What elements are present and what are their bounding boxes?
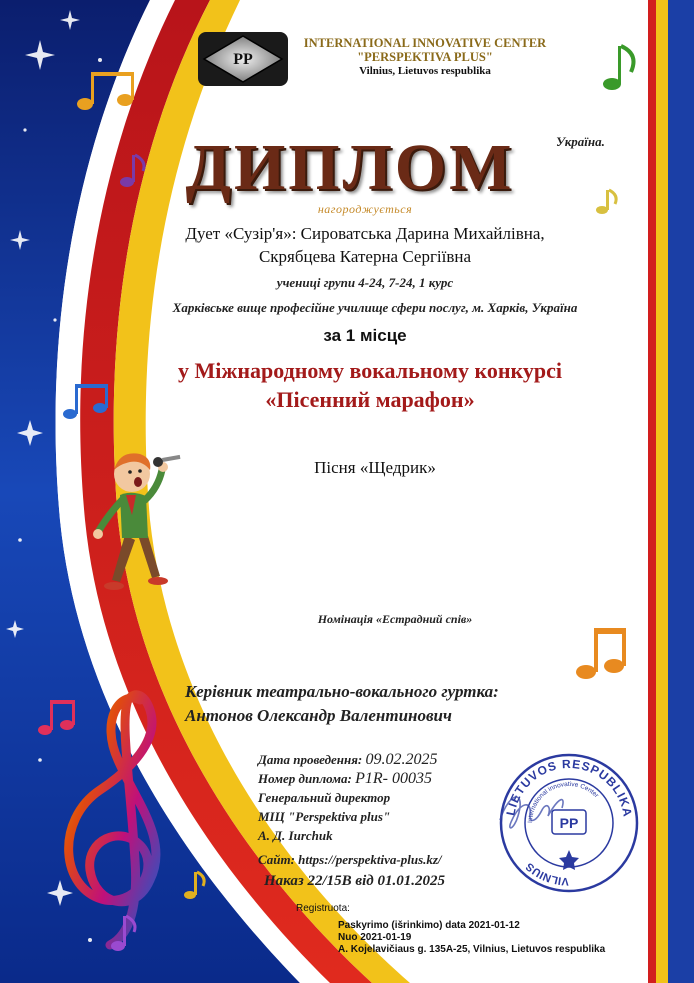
awarded-label: нагороджується: [317, 202, 413, 216]
diploma-title: ДИПЛОМ: [185, 131, 515, 204]
logo-text: PP: [233, 51, 253, 68]
right-red-stripe: [648, 0, 656, 983]
right-blue-stripe: [668, 0, 694, 983]
event-date: [258, 750, 518, 769]
website-link[interactable]: Сайт: https://perspektiva-plus.kz/: [258, 852, 442, 867]
music-note-icon: [576, 628, 626, 679]
school-name: Харківське вище професійне училище сфери послуг, м. Харків, Україна: [172, 300, 578, 315]
diploma-number: [258, 769, 518, 788]
director-title: Генеральний директор: [258, 790, 391, 805]
director-name: А. Д. Iurchuk: [258, 828, 333, 843]
diploma-number-label: Номер диплома:: [258, 771, 352, 786]
nomination: Номінація «Естрадний спів»: [317, 612, 473, 626]
organization-header: [300, 36, 550, 78]
stamp-outer-text: LIETUVOS RESPUBLIKA: [503, 756, 635, 819]
registry-label: Registruota:: [296, 903, 350, 914]
registry-line-1: Paskyrimo (išrinkimo) data 2021-01-12: [338, 920, 520, 931]
leader-title: Керівник театрально-вокального гуртка:: [185, 682, 499, 701]
contest-line-1: у Міжнародному вокальному конкурсі: [177, 358, 562, 383]
singing-boy-illustration: [90, 440, 200, 600]
event-date-label: Дата проведення:: [258, 752, 363, 767]
order-number: Наказ 22/15В від 01.01.2025: [264, 873, 445, 889]
award-place: за 1 місце: [323, 326, 407, 345]
leader-block: [185, 680, 605, 728]
svg-text:VILNIUS: [524, 860, 569, 887]
stamp-inner-text: International innovative Center: [526, 780, 600, 824]
music-note-icon: [603, 46, 633, 90]
official-stamp: [496, 750, 642, 896]
diploma-number-value: P1R- 00035: [355, 770, 432, 787]
registry-line-3: A. Kojelavičiaus g. 135A-25, Vilnius, Lietuvos respublika: [338, 944, 606, 955]
contest-line-2: «Пісенний марафон»: [265, 387, 475, 412]
event-date-value: 09.02.2025: [365, 751, 438, 768]
recipient-line-2: Скрябцева Катерна Сергіївна: [258, 247, 472, 266]
contest-name: [110, 356, 630, 414]
diploma-info: [258, 750, 518, 845]
recipient-line-1: Дует «Сузір'я»: Сироватська Дарина Михайлівна,: [185, 224, 545, 243]
song-title: Пісня «Щедрик»: [314, 458, 436, 477]
registry-line-2: Nuo 2021-01-19: [338, 932, 412, 943]
org-city: Vilnius, Lietuvos respublika: [359, 65, 491, 77]
org-brand: "PERSPEKTIVA PLUS": [357, 50, 493, 64]
stamp-center-text: PP: [559, 815, 579, 831]
student-group: учениці групи 4-24, 7-24, 1 курс: [276, 275, 454, 290]
stamp-left-text: VILNIUS: [523, 859, 570, 888]
registry-details: [338, 920, 605, 956]
recipient-block: [150, 222, 580, 268]
organization-logo: [196, 30, 290, 88]
country-label: Україна.: [556, 134, 605, 149]
right-yellow-stripe: [656, 0, 668, 983]
right-white-stripe: [644, 0, 648, 983]
org-name: INTERNATIONAL INNOVATIVE CENTER: [303, 36, 547, 50]
director-org: МІЦ "Perspektiva plus": [258, 809, 391, 824]
music-note-icon: [596, 190, 616, 214]
leader-name: Антонов Олександр Валентинович: [185, 706, 452, 725]
